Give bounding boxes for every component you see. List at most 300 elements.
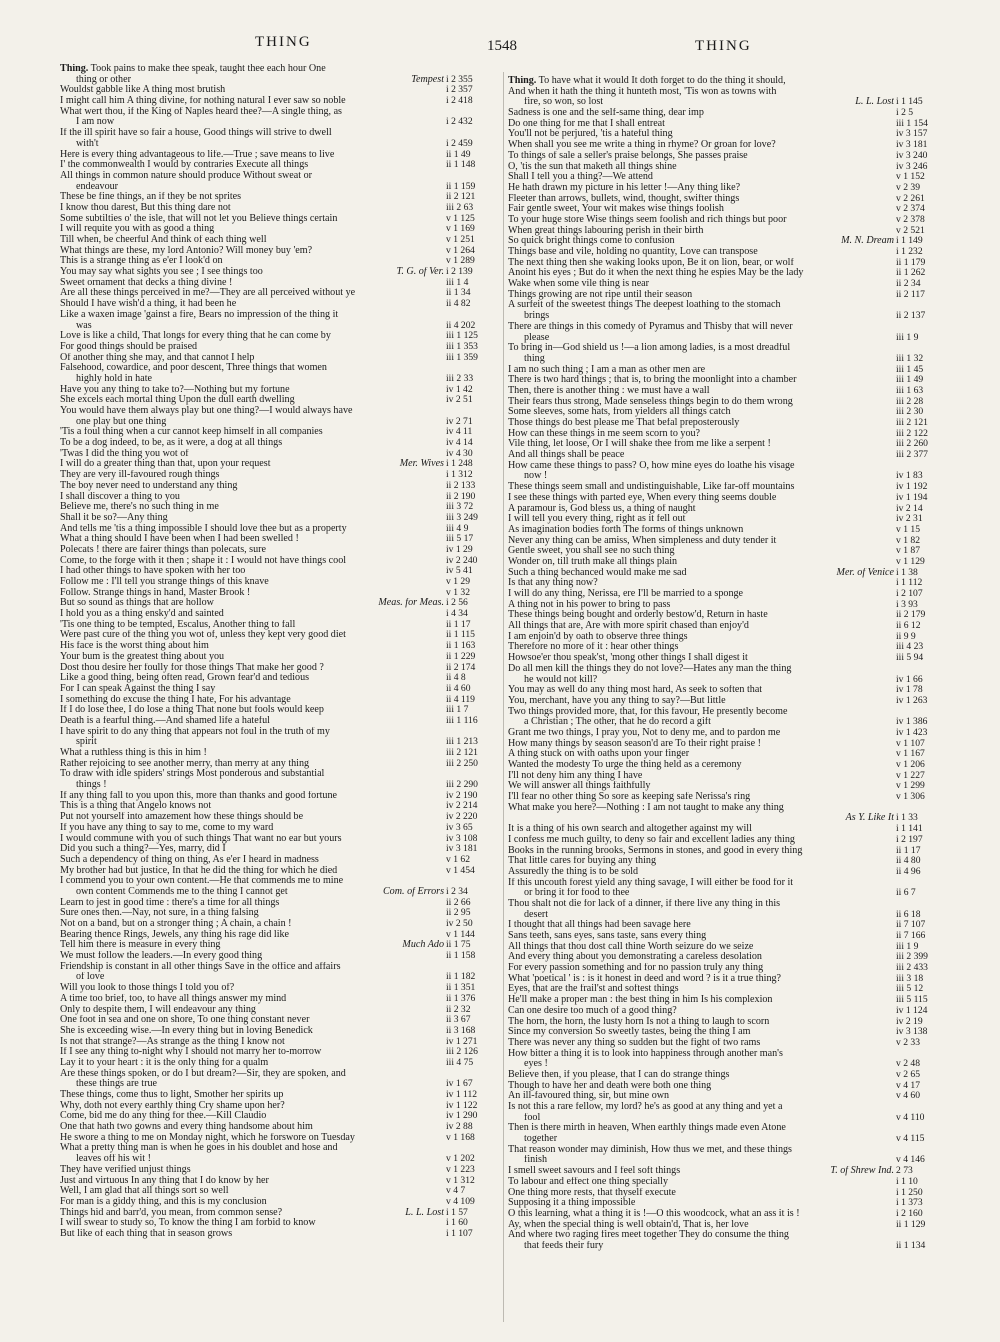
entry-line xyxy=(508,1059,950,1070)
act-scene-line-ref: iv 2 71 xyxy=(444,417,500,428)
entry-line xyxy=(508,749,950,760)
act-scene-line-ref: iii 2 260 xyxy=(894,439,950,450)
entry-text: Ay, when the special thing is well obtain'd, That is, her love xyxy=(508,1219,749,1230)
entry-text: He hath drawn my picture in his letter !—Any thing like? xyxy=(508,182,741,193)
entry-text: endeavour xyxy=(76,181,119,192)
entry-text: Did you such a thing?—Yes, marry, did I xyxy=(60,844,226,855)
act-scene-line-ref: v 1 152 xyxy=(894,172,950,183)
entry-line xyxy=(508,675,950,686)
entry-text: Can one desire too much of a good thing? xyxy=(508,1005,677,1016)
act-scene-line-ref: v 4 7 xyxy=(444,1186,500,1197)
entry-line xyxy=(60,983,500,994)
act-scene-line-ref: ii 2 117 xyxy=(894,290,950,301)
entry-text: When shall you see me write a thing in rhyme? Or groan for love? xyxy=(508,140,776,151)
entry-text: Why, doth not every earthly thing Cry shame upon her? xyxy=(60,1100,285,1111)
act-scene-line-ref: i 2 56 xyxy=(444,598,500,609)
entry-line xyxy=(60,566,500,577)
entry-text: For every passion something and for no passion truly any thing xyxy=(508,963,764,974)
entry-text: To labour and effect one thing specially xyxy=(508,1176,668,1187)
entry-text: Wonder on, till truth make all things plain xyxy=(508,556,678,567)
entry-text: The boy never need to understand any thing xyxy=(60,480,238,491)
entry-text: She excels each mortal thing Upon the dull earth dwelling xyxy=(60,395,295,406)
act-scene-line-ref: i 2 5 xyxy=(894,108,950,119)
entry-text: Polecats ! there are fairer things than polecats, sure xyxy=(60,544,266,555)
entry-text: And when it hath the thing it hunteth most, 'Tis won as towns with xyxy=(508,86,777,97)
entry-text: I smell sweet savours and I feel soft things xyxy=(508,1166,681,1177)
entry-line xyxy=(60,1037,500,1048)
act-scene-line-ref: ii 2 174 xyxy=(444,663,500,674)
act-scene-line-ref: iii 3 249 xyxy=(444,513,500,524)
act-scene-line-ref: iii 1 154 xyxy=(894,119,950,130)
entry-line xyxy=(60,246,500,257)
entry-text: What a ruthless thing is this in him ! xyxy=(60,748,207,758)
entry-line xyxy=(60,342,500,353)
entry-line xyxy=(508,771,950,782)
entry-line xyxy=(60,1176,500,1187)
entry-line xyxy=(60,641,500,652)
act-scene-line-ref: v 1 168 xyxy=(444,1133,500,1144)
entry-text: Rather rejoicing to see another merry, than merry at any thing xyxy=(60,758,310,769)
act-scene-line-ref: i 1 250 xyxy=(894,1188,950,1199)
entry-line xyxy=(60,278,500,289)
act-scene-line-ref: ii 1 163 xyxy=(444,641,500,652)
play-source: Com. of Errors xyxy=(379,887,444,898)
entry-line xyxy=(60,898,500,909)
act-scene-line-ref: ii 7 166 xyxy=(894,931,950,942)
entry-line xyxy=(508,878,950,889)
entry-line xyxy=(508,471,950,482)
entry-text: He swore a thing to me on Monday night, which he forswore on Tuesday xyxy=(60,1132,355,1143)
entry-line xyxy=(60,117,500,128)
entry-line xyxy=(60,1122,500,1133)
entry-line xyxy=(60,492,500,503)
act-scene-line-ref: v 1 169 xyxy=(444,224,500,235)
entry-text: This is a strange thing as e'er I look'd on xyxy=(60,256,223,267)
entry-line xyxy=(508,589,950,600)
act-scene-line-ref: ii 4 202 xyxy=(444,321,500,332)
entry-text: Though to have her and death were both one thing xyxy=(508,1080,712,1091)
entry-text: highly hold in hate xyxy=(76,373,152,384)
entry-line xyxy=(508,856,950,867)
entry-text: Have you any thing to take to?—Nothing but my fortune xyxy=(60,384,290,395)
act-scene-line-ref: ii 4 119 xyxy=(444,695,500,706)
entry-line xyxy=(508,514,950,525)
entry-line xyxy=(508,407,950,418)
entry-text: Are these things spoken, or do I but dream?—Sir, they are spoken, and xyxy=(60,1068,346,1079)
entry-line xyxy=(60,502,500,513)
act-scene-line-ref: iv 1 122 xyxy=(444,1101,500,1112)
entry-line xyxy=(60,417,500,428)
act-scene-line-ref: v 1 144 xyxy=(444,930,500,941)
act-scene-line-ref: iv 1 192 xyxy=(894,482,950,493)
act-scene-line-ref: ii 2 137 xyxy=(894,311,950,322)
act-scene-line-ref: ii 1 17 xyxy=(894,846,950,857)
entry-line xyxy=(508,418,950,429)
entry-text: That reason wonder may diminish, How thus we met, and these things xyxy=(508,1144,792,1155)
entry-text: If I do lose thee, I do lose a thing That none but fools would keep xyxy=(60,705,324,716)
act-scene-line-ref: v 4 110 xyxy=(894,1113,950,1124)
entry-text: A paramour is, God bless us, a thing of naught xyxy=(508,503,696,514)
entry-text: Dost thou desire her foully for those things That make her good ? xyxy=(60,662,324,673)
entry-text: Of another thing she may, and that cannot I help xyxy=(60,352,255,363)
right-column xyxy=(508,76,950,1252)
act-scene-line-ref: ii 6 7 xyxy=(894,888,950,899)
entry-line xyxy=(60,598,500,609)
act-scene-line-ref: iii 2 377 xyxy=(894,450,950,461)
entry-line xyxy=(60,85,500,96)
act-scene-line-ref: iv 1 271 xyxy=(444,1037,500,1048)
entry-line xyxy=(508,910,950,921)
entry-text: own content Commends me to the thing I cannot get xyxy=(76,886,288,897)
entry-text: Believe then, if you please, that I can do strange things xyxy=(508,1069,730,1080)
entry-line xyxy=(60,673,500,684)
entry-text: The horn, the horn, the lusty horn Is not a thing to laugh to scorn xyxy=(508,1016,770,1027)
act-scene-line-ref: iv 4 14 xyxy=(444,438,500,449)
entry-line xyxy=(60,363,500,374)
entry-text: Is not that strange?—As strange as the thing I know not xyxy=(60,1036,285,1047)
entry-text: What a pretty thing man is when he goes in his doublet and hose and xyxy=(60,1143,338,1154)
entry-line xyxy=(60,385,500,396)
act-scene-line-ref: i 1 149 xyxy=(894,236,950,247)
entry-text: I confess me much guilty, to deny so fair and excellent ladies any thing xyxy=(508,834,795,845)
entry-text: things ! xyxy=(76,780,107,791)
act-scene-line-ref: iii 1 359 xyxy=(444,353,500,364)
entry-line xyxy=(508,1113,950,1124)
act-scene-line-ref: v 1 62 xyxy=(444,855,500,866)
entry-line xyxy=(508,268,950,279)
act-scene-line-ref: iii 1 49 xyxy=(894,375,950,386)
act-scene-line-ref: iv 1 386 xyxy=(894,717,950,728)
entry-text: 'Tis one thing to be tempted, Escalus, Another thing to fall xyxy=(60,619,296,630)
entry-line xyxy=(60,620,500,631)
entry-line xyxy=(508,386,950,397)
entry-text: An ill-favoured thing, sir, but mine own xyxy=(508,1091,670,1102)
entry-text: Do one thing for me that I shall entreat xyxy=(508,118,665,129)
act-scene-line-ref: v 1 82 xyxy=(894,536,950,547)
act-scene-line-ref: v 1 454 xyxy=(444,866,500,877)
entry-text: Wake when some vile thing is near xyxy=(508,279,650,290)
entry-line xyxy=(508,311,950,322)
entry-text: What things are these, my lord Antonio? Will money buy 'em? xyxy=(60,245,313,256)
entry-text: To bring in—God shield us !—a lion among ladies, is a most dreadful xyxy=(508,343,791,354)
entry-line xyxy=(60,438,500,449)
entry-text: One that hath two gowns and every thing handsome about him xyxy=(60,1122,313,1133)
act-scene-line-ref: v 1 107 xyxy=(894,739,950,750)
entry-line xyxy=(508,739,950,750)
entry-line xyxy=(508,1091,950,1102)
act-scene-line-ref: ii 1 134 xyxy=(894,1241,950,1252)
act-scene-line-ref: iv 2 31 xyxy=(894,514,950,525)
entry-line xyxy=(60,930,500,941)
entry-text: Wanted the modesty To urge the thing held as a ceremony xyxy=(508,760,742,770)
entry-text: I am now xyxy=(76,117,115,128)
entry-text: leaves off his wit ! xyxy=(76,1154,151,1165)
entry-line xyxy=(60,737,500,748)
entry-text: Is not this a rare fellow, my lord? he's as good at any thing and yet a xyxy=(508,1102,783,1112)
header-left-title: THING xyxy=(255,34,312,50)
entry-line xyxy=(60,64,500,75)
entry-text: Sweet ornament that decks a thing divine ! xyxy=(60,277,233,288)
left-column xyxy=(60,64,500,1240)
entry-text: I might call him A thing divine, for nothing natural I ever saw so noble xyxy=(60,96,346,107)
entry-line xyxy=(60,801,500,812)
entry-text: Sadness is one and the self-same thing, dear imp xyxy=(508,108,704,119)
act-scene-line-ref: iv 1 263 xyxy=(894,696,950,707)
entry-line xyxy=(508,1049,950,1060)
act-scene-line-ref: iv 2 19 xyxy=(894,1017,950,1028)
act-scene-line-ref: iii 2 30 xyxy=(894,407,950,418)
entry-line xyxy=(60,203,500,214)
entry-text: For I can speak Against the thing I say xyxy=(60,683,216,694)
play-source: Mer. Wives xyxy=(396,459,444,470)
act-scene-line-ref: iv 1 423 xyxy=(894,728,950,739)
entry-text: I hold you as a thing ensky'd and sainted xyxy=(60,609,224,620)
act-scene-line-ref: iii 1 9 xyxy=(894,333,950,344)
entry-text: I'll fear no other thing So sore as keeping safe Nerissa's ring xyxy=(508,792,751,803)
entry-line xyxy=(508,97,950,108)
entry-line xyxy=(508,322,950,333)
entry-line xyxy=(508,984,950,995)
act-scene-line-ref: ii 1 376 xyxy=(444,994,500,1005)
act-scene-line-ref: v 2 48 xyxy=(894,1059,950,1070)
act-scene-line-ref: iv 1 66 xyxy=(894,675,950,686)
play-source: Meas. for Meas. xyxy=(374,598,444,609)
entry-line xyxy=(60,577,500,588)
entry-text: Death is a fearful thing.—And shamed life a hateful xyxy=(60,715,270,726)
entry-text: Thing. Took pains to make thee speak, taught thee each hour One xyxy=(60,64,326,74)
entry-line xyxy=(60,876,500,887)
entry-line xyxy=(60,160,500,171)
entry-line xyxy=(508,1027,950,1038)
act-scene-line-ref: iii 2 33 xyxy=(444,374,500,385)
entry-text: Till when, be cheerful And think of each thing well xyxy=(60,235,267,245)
act-scene-line-ref: iii 4 75 xyxy=(444,1058,500,1069)
entry-text: Shall I tell you a thing?—We attend xyxy=(508,172,653,183)
entry-text: They are very ill-favoured rough things xyxy=(60,470,220,481)
entry-line xyxy=(60,1058,500,1069)
entry-line xyxy=(508,942,950,953)
act-scene-line-ref: ii 2 66 xyxy=(444,898,500,909)
entry-line xyxy=(60,267,500,278)
entry-line xyxy=(508,578,950,589)
entry-text: Like a good thing, being often read, Grown fear'd and tedious xyxy=(60,673,310,684)
act-scene-line-ref: i 2 197 xyxy=(894,835,950,846)
entry-text: Falsehood, cowardice, and poor descent, Three things that women xyxy=(60,363,327,374)
header-right-title: THING xyxy=(695,38,752,54)
entry-text: finish xyxy=(524,1155,547,1166)
entry-text: What wert thou, if the King of Naples heard thee?—A single thing, as xyxy=(60,106,342,117)
entry-line xyxy=(508,1188,950,1199)
act-scene-line-ref: i 1 232 xyxy=(894,247,950,258)
entry-line xyxy=(508,1177,950,1188)
act-scene-line-ref: v 1 167 xyxy=(894,749,950,760)
entry-text: Learn to jest in good time : there's a time for all things xyxy=(60,897,280,908)
entry-line xyxy=(508,1220,950,1231)
entry-text: This is a thing that Angelo knows not xyxy=(60,801,212,812)
entry-line xyxy=(508,642,950,653)
entry-line xyxy=(508,108,950,119)
entry-line xyxy=(60,192,500,203)
entry-text: One thing more rests, that thyself execute xyxy=(508,1187,676,1198)
act-scene-line-ref: ii 2 179 xyxy=(894,610,950,621)
page-number: 1548 xyxy=(487,38,517,54)
entry-text: I will tell you every thing, right as it fell out xyxy=(508,514,686,525)
entry-text: Like a waxen image 'gainst a fire, Bears no impression of the thing it xyxy=(60,309,339,320)
entry-text: If I see any thing to-night why I should not marry her to-morrow xyxy=(60,1047,322,1058)
entry-text: eyes ! xyxy=(524,1059,548,1070)
act-scene-line-ref: ii 1 75 xyxy=(444,940,500,951)
entry-text: Thing. To have what it would It doth forget to do the thing it should, xyxy=(508,76,786,86)
entry-line xyxy=(508,140,950,151)
entry-line xyxy=(60,994,500,1005)
entry-line xyxy=(60,406,500,417)
entry-line xyxy=(508,1102,950,1113)
act-scene-line-ref: i 1 145 xyxy=(894,97,950,108)
play-source: L. L. Lost xyxy=(851,97,894,108)
act-scene-line-ref: i 1 112 xyxy=(894,578,950,589)
entry-text: If any thing fall to you upon this, more than thanks and good fortune xyxy=(60,790,337,801)
entry-line xyxy=(60,1026,500,1037)
entry-text: You would have them always play but one thing?—I would always have xyxy=(60,406,353,416)
act-scene-line-ref: iv 1 290 xyxy=(444,1111,500,1122)
entry-text: I something do excuse the thing I hate, For his advantage xyxy=(60,694,291,705)
entry-line xyxy=(60,705,500,716)
act-scene-line-ref: iii 4 9 xyxy=(444,524,500,535)
entry-text: But so sound as things that are hollow xyxy=(60,598,214,609)
act-scene-line-ref: i 1 60 xyxy=(444,1218,500,1229)
entry-text: What a thing should I have been when I had been swelled ! xyxy=(60,534,299,545)
act-scene-line-ref: v 4 115 xyxy=(894,1134,950,1145)
entry-text: Friendship is constant in all other things Save in the office and affairs xyxy=(60,961,341,972)
entry-line xyxy=(60,940,500,951)
entry-text: I am enjoin'd by oath to observe three things xyxy=(508,631,688,642)
act-scene-line-ref: iii 3 18 xyxy=(894,974,950,985)
act-scene-line-ref: iii 5 94 xyxy=(894,653,950,664)
entry-text: These things seem small and undistinguishable, Like far-off mountains xyxy=(508,482,795,493)
act-scene-line-ref: iii 2 126 xyxy=(444,1047,500,1058)
entry-line xyxy=(60,663,500,674)
act-scene-line-ref: iii 1 353 xyxy=(444,342,500,353)
entry-text: was xyxy=(76,320,92,331)
act-scene-line-ref: v 1 223 xyxy=(444,1165,500,1176)
entry-text: Follow me : I'll tell you strange things of this knave xyxy=(60,577,269,587)
entry-line xyxy=(508,664,950,675)
entry-text: fool xyxy=(524,1112,541,1123)
act-scene-line-ref: iii 1 45 xyxy=(894,365,950,376)
act-scene-line-ref: v 1 87 xyxy=(894,546,950,557)
entry-line xyxy=(508,557,950,568)
play-source: Tempest xyxy=(407,75,444,86)
entry-line xyxy=(508,792,950,803)
act-scene-line-ref: v 2 65 xyxy=(894,1070,950,1081)
entry-text: Thou shalt not die for lack of a dinner, if there live any thing in this xyxy=(508,898,781,909)
entry-text: Their fears thus strong, Made senseless things begin to do them wrong xyxy=(508,396,793,407)
entry-line xyxy=(508,568,950,579)
act-scene-line-ref: v 1 202 xyxy=(444,1154,500,1165)
act-scene-line-ref: ii 2 34 xyxy=(894,279,950,290)
entry-text: Bearing thence Rings, Jewels, any thing his rage did like xyxy=(60,929,290,940)
entry-line xyxy=(60,951,500,962)
entry-line xyxy=(60,834,500,845)
entry-line xyxy=(508,215,950,226)
entry-text: Put not yourself into amazement how these things should be xyxy=(60,812,304,823)
entry-line xyxy=(508,1070,950,1081)
entry-line xyxy=(60,481,500,492)
entry-line xyxy=(60,299,500,310)
entry-text: You may say what sights you see ; I see things too xyxy=(60,267,263,278)
entry-text: I see these things with parted eye, When every thing seems double xyxy=(508,492,777,503)
act-scene-line-ref: v 1 32 xyxy=(444,588,500,599)
entry-text: To draw with idle spiders' strings Most ponderous and substantial xyxy=(60,769,325,780)
entry-line xyxy=(508,461,950,472)
entry-text: You'll not be perjured, 'tis a hateful thing xyxy=(508,129,673,140)
entry-text: please xyxy=(524,332,550,343)
act-scene-line-ref: iii 5 115 xyxy=(894,995,950,1006)
entry-text: thing xyxy=(524,353,545,364)
entry-text: Howsoe'er thou speak'st, 'mong other things I shall digest it xyxy=(508,653,748,664)
entry-text: Shall it be so?—Any thing xyxy=(60,512,168,523)
entry-text: Such a dependency of thing on thing, As e'er I heard in madness xyxy=(60,854,319,865)
entry-line xyxy=(60,866,500,877)
entry-line xyxy=(60,791,500,802)
entry-text: these things are true xyxy=(76,1079,158,1090)
act-scene-line-ref: ii 1 115 xyxy=(444,630,500,641)
act-scene-line-ref: i 2 357 xyxy=(444,85,500,96)
entry-text: Things growing are not ripe until their season xyxy=(508,289,693,300)
entry-line xyxy=(508,728,950,739)
entry-text: I am no such thing ; I am a man as other men are xyxy=(508,364,706,375)
act-scene-line-ref: iii 1 32 xyxy=(894,354,950,365)
entry-line xyxy=(508,1241,950,1252)
play-source: L. L. Lost xyxy=(401,1208,444,1219)
entry-line xyxy=(508,247,950,258)
entry-text: Two things provided more, that, for this favour, He presently become xyxy=(508,706,788,717)
act-scene-line-ref: iii 5 12 xyxy=(894,984,950,995)
entry-text: Then, there is another thing : we must have a wall xyxy=(508,385,710,396)
act-scene-line-ref: i 2 418 xyxy=(444,96,500,107)
entry-line xyxy=(508,846,950,857)
act-scene-line-ref: iii 2 399 xyxy=(894,952,950,963)
entry-line xyxy=(508,172,950,183)
entry-line xyxy=(60,1069,500,1080)
entry-text: spirit xyxy=(76,737,97,748)
entry-text: If you have any thing to say to me, come to my ward xyxy=(60,822,274,833)
entry-text: And every thing about you demonstrating a careless desolation xyxy=(508,952,762,963)
entry-line xyxy=(60,150,500,161)
act-scene-line-ref: ii 1 262 xyxy=(894,268,950,279)
act-scene-line-ref: ii 1 351 xyxy=(444,983,500,994)
entry-line xyxy=(508,952,950,963)
act-scene-line-ref: ii 2 32 xyxy=(444,1005,500,1016)
play-source: T. of Shrew Ind. xyxy=(826,1166,894,1177)
entry-line xyxy=(60,556,500,567)
act-scene-line-ref: ii 4 8 xyxy=(444,673,500,684)
entry-line xyxy=(60,1154,500,1165)
act-scene-line-ref: iii 1 4 xyxy=(444,278,500,289)
entry-text: And all things shall be peace xyxy=(508,450,625,461)
entry-text: There was never any thing so sudden but the fight of two rams xyxy=(508,1037,761,1048)
entry-line xyxy=(508,899,950,910)
act-scene-line-ref: ii 4 96 xyxy=(894,867,950,878)
entry-line xyxy=(60,1197,500,1208)
act-scene-line-ref: ii 3 168 xyxy=(444,1026,500,1037)
entry-text: one play but one thing xyxy=(76,416,167,427)
act-scene-line-ref: i 1 38 xyxy=(894,568,950,579)
act-scene-line-ref: iv 2 51 xyxy=(444,395,500,406)
entry-text: together xyxy=(524,1134,558,1145)
entry-line xyxy=(508,835,950,846)
entry-line xyxy=(60,727,500,738)
